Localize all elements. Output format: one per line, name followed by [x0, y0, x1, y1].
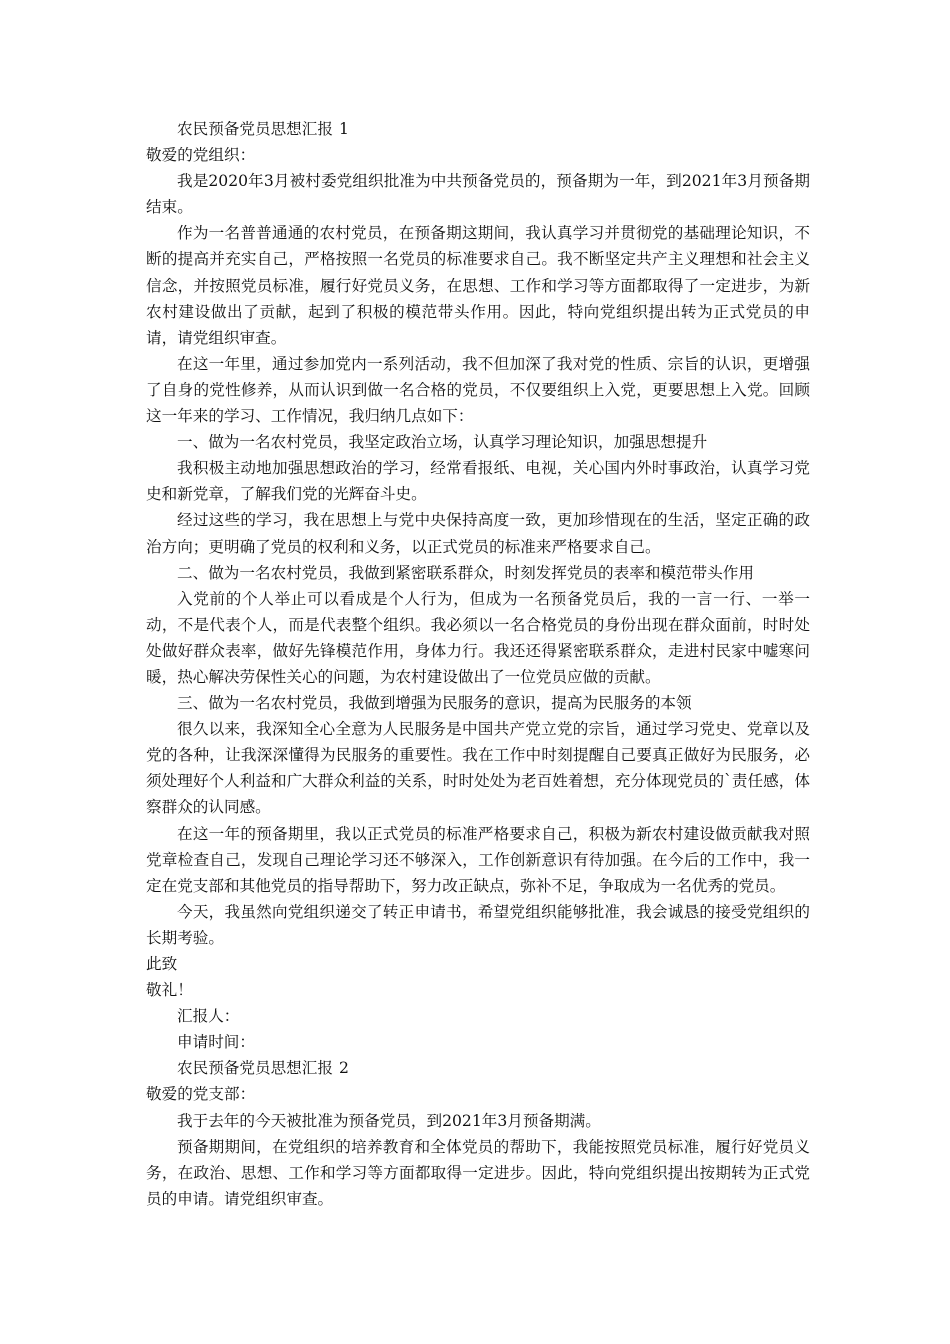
report-1-paragraph: 入党前的个人举止可以看成是个人行为，但成为一名预备党员后，我的一言一行、一举一动，不是代表个人，而是代表整个组织。我必须以一名合格党员的身份出现在群众面前，时时处处做好群众表率，做好先锋模范作用，身体力行。我还还得紧密联系群众，走进村民家中嘘寒问暖，热心解决劳保性关心的问题，为农村建设做出了一位党员应做的贡献。	[146, 589, 810, 686]
report-2-salutation: 敬爱的党支部：	[146, 1085, 256, 1104]
report-1-number: 1	[338, 120, 349, 138]
report-2-title	[146, 1055, 810, 1081]
report-1-paragraph: 很久以来，我深知全心全意为人民服务是中国共产党立党的宗旨，通过学习党史、党章以及党的各种，让我深深懂得为民服务的重要性。我在工作中时刻提醒自己要真正做好为民服务，必须处理好个人利益和广大群众利益的关系，时时处处为老百姓着想，充分体现党员的`责任感，体察群众的认同感。	[146, 720, 810, 817]
report-1-paragraph: 今天，我虽然向党组织递交了转正申请书，希望党组织能够批准，我会诚恳的接受党组织的长期考验。	[146, 902, 810, 947]
report-1-paragraph: 经过这些的学习，我在思想上与党中央保持高度一致，更加珍惜现在的生活，坚定正确的政治方向；更明确了党员的权利和义务，以正式党员的标准来严格要求自己。	[146, 511, 810, 556]
report-1-title	[146, 116, 810, 142]
report-1-closing-1: 此致	[146, 955, 178, 973]
report-2-number: 2	[338, 1059, 349, 1078]
report-1-section-heading: 三、做为一名农村党员，我做到增强为民服务的意识，提高为民服务的本领	[177, 694, 692, 713]
report-1-date-label: 申请时间：	[177, 1033, 255, 1052]
report-2-paragraph: 预备期期间，在党组织的培养教育和全体党员的帮助下，我能按照党员标准，履行好党员义务，在政治、思想、工作和学习等方面都取得一定进步。因此，特向党组织提出按期转为正式党员的申请。请党组织审查。	[146, 1137, 810, 1208]
report-1-paragraph: 作为一名普普通通的农村党员，在预备期这期间，我认真学习并贯彻党的基础理论知识，不断的提高并充实自己，严格按照一名党员的标准要求自己。我不断坚定共产主义理想和社会主义信念，并按照党员标准，履行好党员义务，在思想、工作和学习等方面都取得了一定进步，为新农村建设做出了贡献，起到了积极的模范带头作用。因此，特向党组织提出转为正式党员的申请，请党组织审查。	[146, 224, 810, 347]
report-1-paragraph: 在这一年里，通过参加党内一系列活动，我不但加深了我对党的性质、宗旨的认识，更增强了自身的党性修养，从而认识到做一名合格的党员，不仅要组织上入党，更要思想上入党。回顾这一年来的学习、工作情况，我归纳几点如下：	[146, 354, 810, 426]
report-1-title-text: 农民预备党员思想汇报	[177, 120, 333, 138]
report-1-section-heading: 一、做为一名农村党员，我坚定政治立场，认真学习理论知识，加强思想提升	[177, 433, 708, 452]
document-page	[146, 116, 810, 1212]
report-1-paragraph: 我积极主动地加强思想政治的学习，经常看报纸、电视，关心国内外时事政治，认真学习党史和新党章，了解我们党的光辉奋斗史。	[146, 459, 810, 504]
report-1-paragraph: 在这一年的预备期里，我以正式党员的标准严格要求自己，积极为新农村建设做贡献我对照党章检查自己，发现自己理论学习还不够深入，工作创新意识有待加强。在今后的工作中，我一定在党支部和其他党员的指导帮助下，努力改正缺点，弥补不足，争取成为一名优秀的党员。	[146, 824, 810, 895]
report-1-section-heading: 二、做为一名农村党员，我做到紧密联系群众，时刻发挥党员的表率和模范带头作用	[177, 563, 754, 582]
report-2-paragraph: 我于去年的今天被批准为预备党员，到2021年3月预备期满。	[177, 1111, 601, 1130]
report-1-salutation: 敬爱的党组织：	[146, 146, 256, 165]
report-1-closing-2: 敬礼！	[146, 981, 193, 1000]
report-2-title-text: 农民预备党员思想汇报	[177, 1059, 333, 1078]
report-1-paragraph: 我是2020年3月被村委党组织批准为中共预备党员的，预备期为一年，到2021年3月预备期结束。	[146, 172, 810, 217]
report-1-reporter-label: 汇报人：	[177, 1007, 240, 1026]
